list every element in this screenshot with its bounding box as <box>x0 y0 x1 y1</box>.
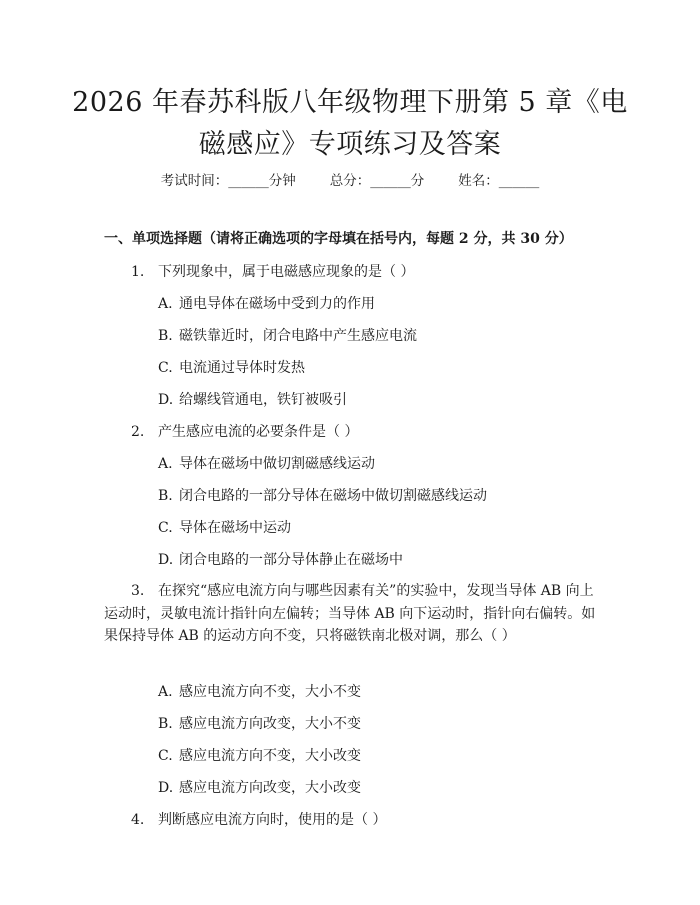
question-text: 在探究“感应电流方向与哪些因素有关”的实验中，发现当导体 AB 向上运动时，灵敏电流计指针向左偏转；当导体 AB 向下运动时，指针向右偏转。如果保持导体 AB 的运动方向不变，只将磁铁南北极对调，那么（ ） <box>104 583 596 644</box>
question-text: 下列现象中，属于电磁感应现象的是（ ） <box>158 264 415 280</box>
exam-meta <box>0 169 700 189</box>
option-2d: D. 闭合电路的一部分导体静止在磁场中 <box>158 552 403 568</box>
question-number: 1. <box>131 264 145 280</box>
question-4 <box>131 809 386 829</box>
option-2b: B. 闭合电路的一部分导体在磁场中做切割磁感线运动 <box>158 488 487 504</box>
question-number: 4. <box>131 812 145 828</box>
name-field: 姓名：______ <box>458 173 540 189</box>
option-2a: A. 导体在磁场中做切割磁感线运动 <box>158 456 375 472</box>
question-text: 判断感应电流方向时，使用的是（ ） <box>158 812 387 828</box>
document-title <box>60 82 640 166</box>
option-1b: B. 磁铁靠近时，闭合电路中产生感应电流 <box>158 328 417 344</box>
question-1 <box>131 261 414 281</box>
option-3c: C. 感应电流方向不变，大小改变 <box>158 748 361 764</box>
question-number: 2. <box>131 424 145 440</box>
question-2 <box>131 421 358 441</box>
option-3d: D. 感应电流方向改变，大小改变 <box>158 780 361 796</box>
title-line-1: 2026 年春苏科版八年级物理下册第 5 章《电 <box>72 87 628 118</box>
total-score-field: 总分：______分 <box>329 173 425 189</box>
option-2c: C. 导体在磁场中运动 <box>158 520 291 536</box>
option-3a: A. 感应电流方向不变，大小不变 <box>158 684 361 700</box>
exam-time-field: 考试时间：______分钟 <box>160 173 296 189</box>
option-1c: C. 电流通过导体时发热 <box>158 360 305 376</box>
title-line-2: 磁感应》专项练习及答案 <box>198 129 502 160</box>
question-text: 产生感应电流的必要条件是（ ） <box>158 424 359 440</box>
section-heading: 一、单项选择题（请将正确选项的字母填在括号内，每题 2 分，共 30 分） <box>104 231 573 247</box>
option-3b: B. 感应电流方向改变，大小不变 <box>158 716 361 732</box>
option-1d: D. 给螺线管通电，铁钉被吸引 <box>158 392 347 408</box>
question-3 <box>104 580 600 648</box>
option-1a: A. 通电导体在磁场中受到力的作用 <box>158 296 375 312</box>
question-number: 3. <box>131 583 145 599</box>
